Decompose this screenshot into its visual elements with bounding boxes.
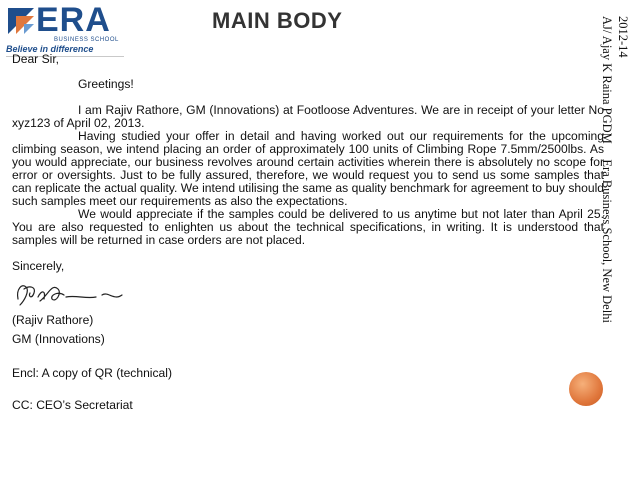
side-batch: 2012-14 bbox=[616, 16, 630, 58]
signatory-name: (Rajiv Rathore) bbox=[12, 313, 94, 327]
cc-line: CC: CEO’s Secretariat bbox=[12, 398, 133, 412]
era-logo-mark-icon bbox=[6, 6, 36, 36]
closing: Sincerely, bbox=[12, 259, 65, 273]
logo-text: ERA bbox=[36, 1, 111, 39]
paragraph-2: Having studied your offer in detail and having worked out our requirements for the upcoming climbing season, we intend placing an order of approximately 100 units of Climbing Rope 7.5mm/2500lbs. As you would appreciate, our business revolves around certain activities wherein there is absolutely no scope for error or oversights. Just to be fully assured, therefore, we would request you to send us some samples that can replicate the actual quality. We intend utilising the same as quality benchmark for agreement to buy should such samples meet our requirements as also the expectations. bbox=[12, 129, 604, 208]
side-school: Era Business School, New Delhi bbox=[600, 159, 614, 323]
signatory-title: GM (Innovations) bbox=[12, 332, 105, 346]
enclosure: Encl: A copy of QR (technical) bbox=[12, 366, 172, 380]
paragraph-1: I am Rajiv Rathore, GM (Innovations) at Footloose Adventures. We are in receipt of your letter No xyz123 of April 02, 2013. bbox=[12, 103, 604, 130]
salutation: Dear Sir, bbox=[12, 52, 60, 66]
signature bbox=[12, 279, 604, 311]
side-author-name: AJ/ Ajay K Raina PGDM bbox=[600, 16, 614, 144]
greeting: Greetings! bbox=[78, 77, 134, 91]
slide-title: MAIN BODY bbox=[212, 8, 343, 33]
logo-tagline: Believe in difference bbox=[6, 44, 94, 54]
paragraph-3: We would appreciate if the samples could be delivered to us anytime but not later than April 25. You are also requested to enlighten us about the technical specifications, in writing. It is understood that samples will be returned in case orders are not placed. bbox=[12, 207, 604, 247]
logo-subtext: BUSINESS SCHOOL bbox=[54, 37, 119, 43]
signature-scribble-icon bbox=[12, 279, 132, 311]
letter-body bbox=[12, 53, 604, 412]
